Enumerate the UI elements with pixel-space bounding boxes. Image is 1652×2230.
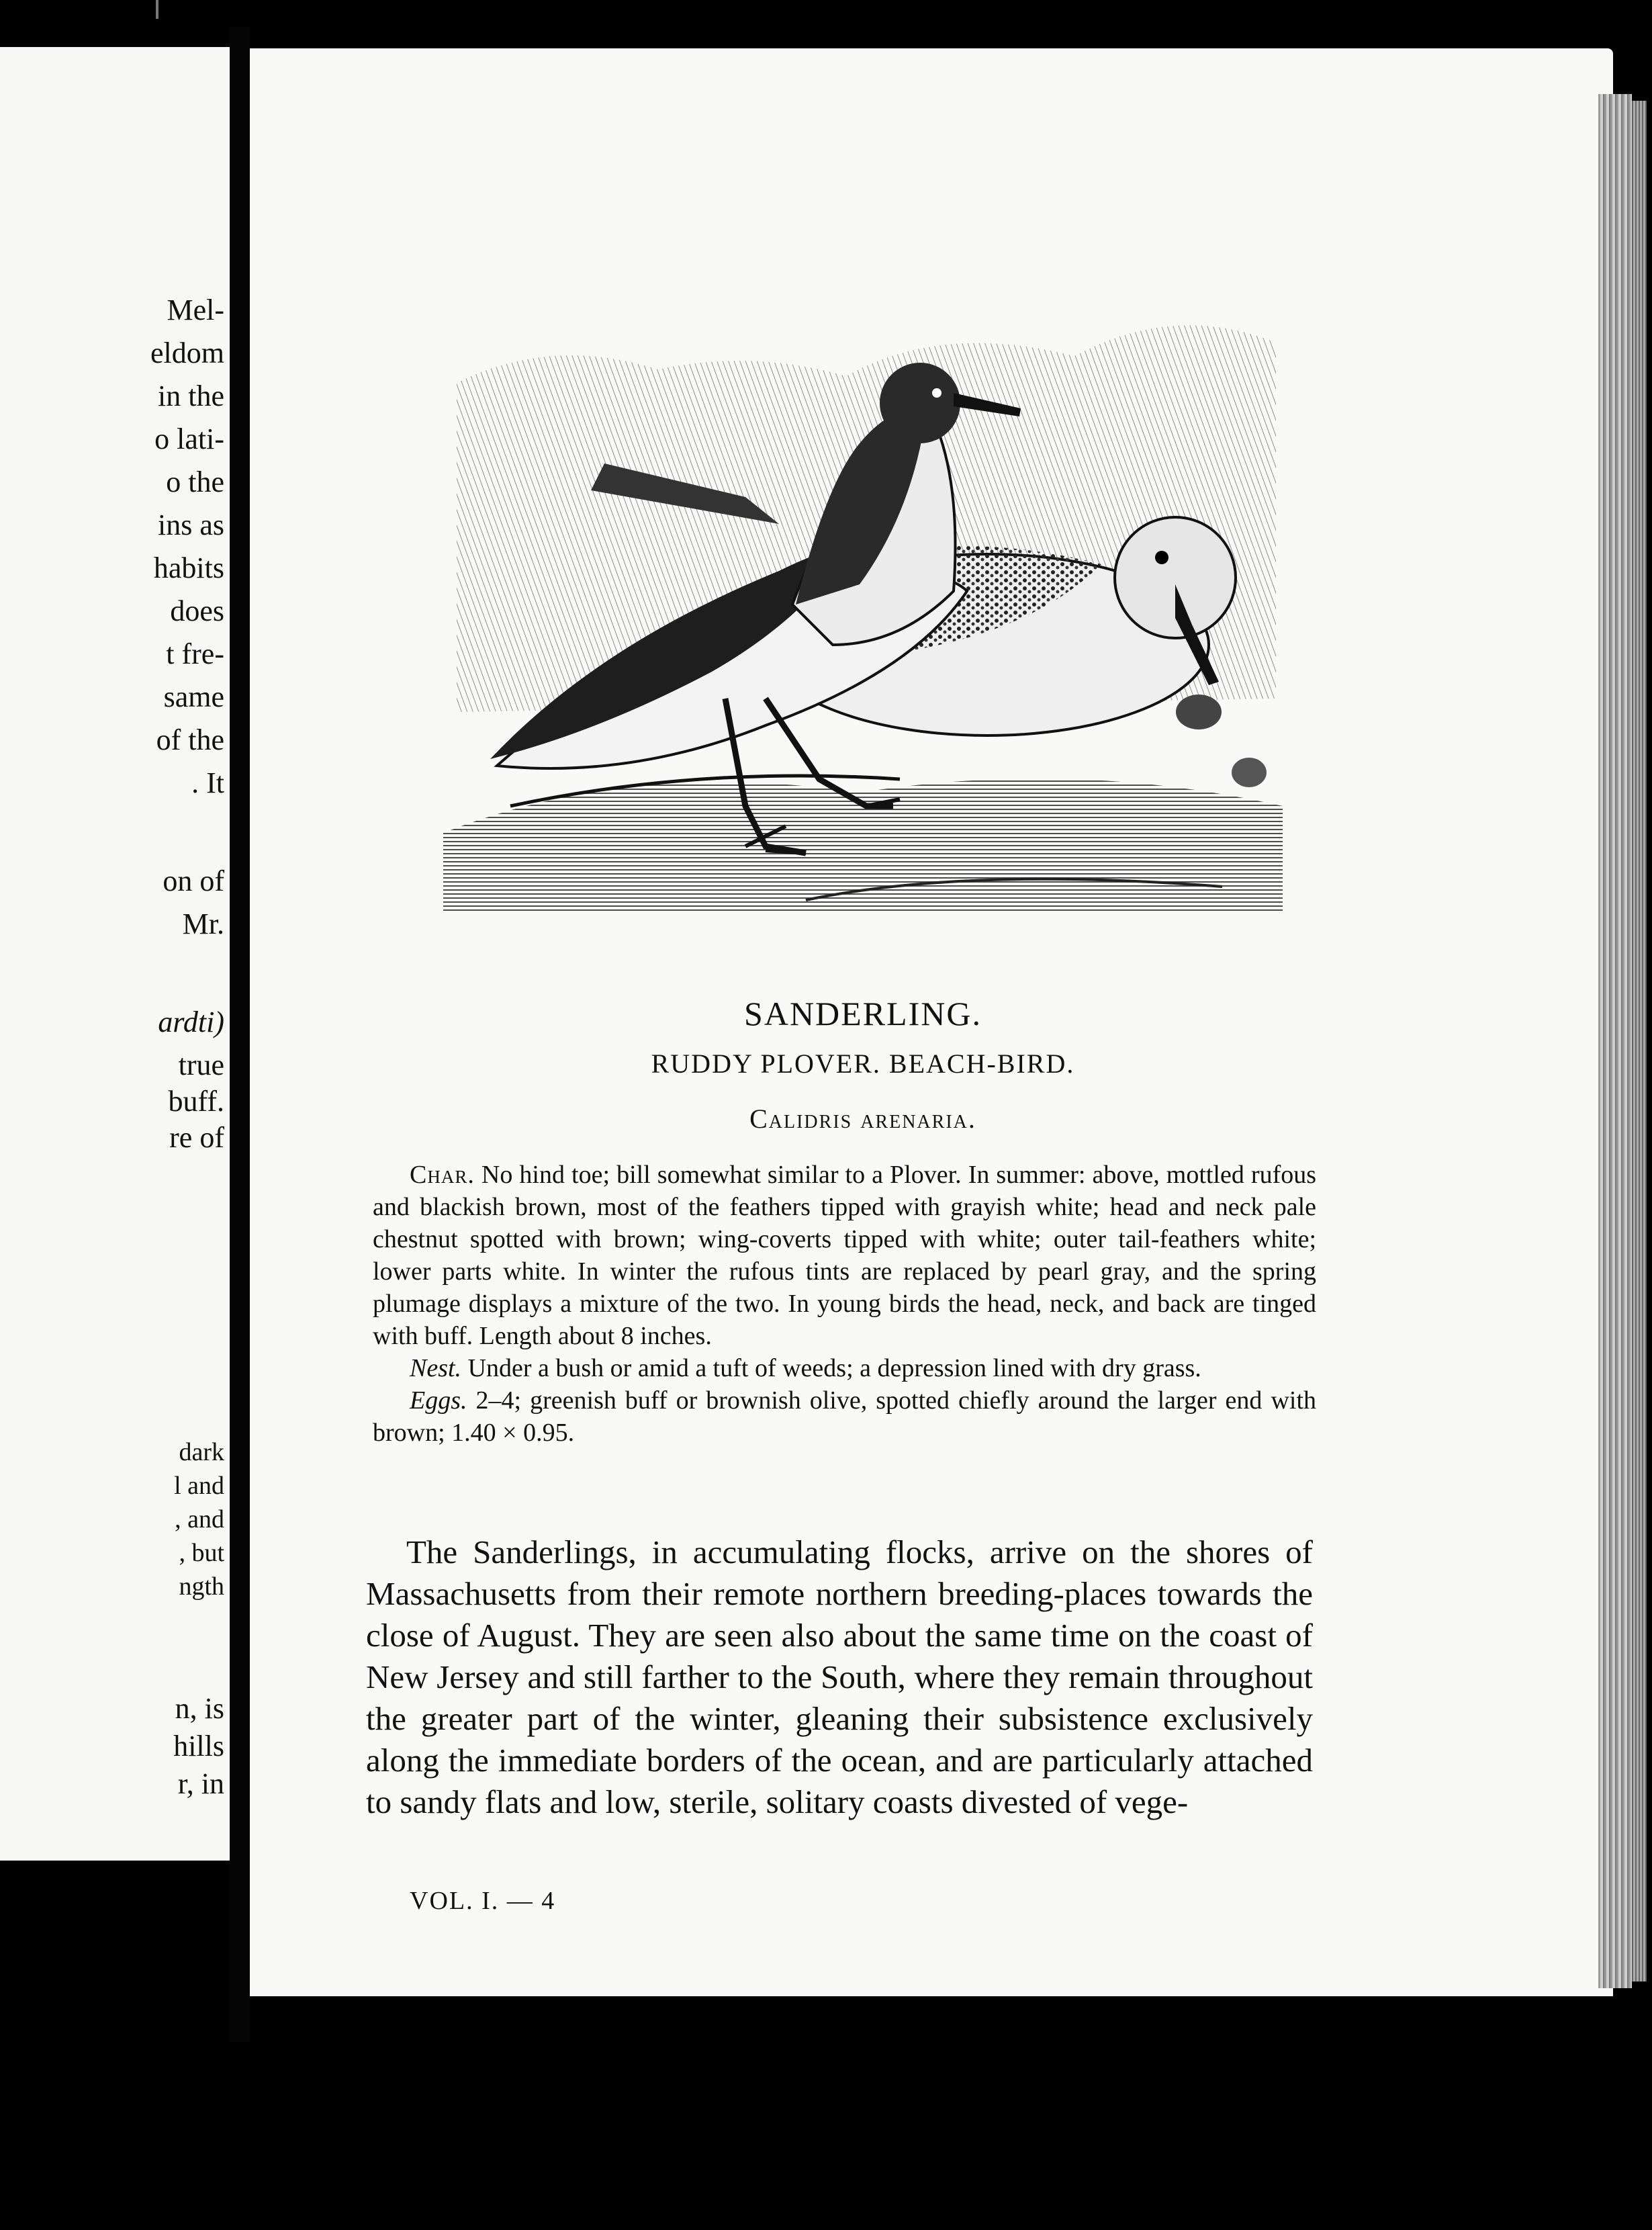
- left-page-line: habits: [153, 551, 224, 584]
- left-page-line: buff.: [168, 1085, 224, 1118]
- left-page-line: o the: [166, 465, 224, 498]
- body-text: [366, 1531, 1313, 1823]
- body-paragraph: The Sanderlings, in accumulating flocks, arrive on the shores of Massachusetts from their remote northern breeding-places towards the close of August. They are seen also about the same time on the coast of New Jersey and still farther to the South, where they remain throughout the greater part of the winter, gleaning their subsistence exclusively along the immediate borders of the ocean, and are particularly attached to sandy flats and low, sterile, solitary coasts divested of vege-: [366, 1533, 1313, 1820]
- volume-signature: VOL. I. — 4: [410, 1887, 556, 1915]
- left-page-line: t fre-: [166, 637, 224, 670]
- left-page-line: dark: [179, 1438, 224, 1466]
- eggs-label: Eggs.: [410, 1386, 467, 1415]
- left-page-line: in the: [158, 380, 224, 412]
- left-page-line: , and: [175, 1505, 224, 1533]
- nest-text: Under a bush or amid a tuft of weeds; a depression lined with dry grass.: [467, 1354, 1201, 1382]
- left-page-line: does: [170, 594, 224, 627]
- page-edges-outer: [1632, 101, 1647, 1981]
- char-paragraph: [373, 1159, 1316, 1352]
- book-gutter: [230, 27, 250, 2042]
- eggs-text: 2–4; greenish buff or brownish olive, spotted chiefly around the larger end with brown; 1.40 × 0.95.: [373, 1386, 1317, 1447]
- left-page: [0, 47, 234, 1861]
- char-label: Char.: [410, 1161, 475, 1189]
- left-page-line: r, in: [177, 1767, 224, 1800]
- left-page-line: . It: [191, 766, 224, 799]
- left-page-line: re of: [169, 1121, 224, 1154]
- article-title: SANDERLING.: [744, 995, 982, 1032]
- left-page-line: true: [178, 1049, 224, 1081]
- left-page-line: ardti): [158, 1006, 224, 1038]
- left-page-line: hills: [173, 1730, 224, 1763]
- left-page-line: Mel-: [167, 294, 224, 326]
- latin-name: Calidris arenaria.: [749, 1104, 976, 1134]
- article-subtitle: RUDDY PLOVER. BEACH-BIRD.: [651, 1049, 1075, 1079]
- left-page-line: , but: [179, 1539, 224, 1567]
- nest-label: Nest.: [410, 1354, 462, 1382]
- left-page-line: n, is: [175, 1692, 224, 1725]
- left-page-line: ngth: [179, 1572, 224, 1601]
- eggs-paragraph: [373, 1384, 1316, 1449]
- left-page-line: ins as: [158, 508, 224, 541]
- left-page-line: o lati-: [154, 422, 224, 455]
- left-page-line: same: [163, 680, 224, 713]
- left-page-line: l and: [174, 1472, 224, 1500]
- nest-paragraph: [373, 1352, 1316, 1384]
- left-page-line: Mr.: [182, 907, 224, 940]
- left-page-line: of the: [156, 723, 224, 756]
- sanderling-illustration: [430, 296, 1296, 913]
- left-page-line: eldom: [150, 337, 224, 369]
- scan-mark: [156, 0, 158, 19]
- char-text: No hind toe; bill somewhat similar to a Plover. In summer: above, mottled rufous and blackish brown, most of the feathers tipped with grayish white; head and neck pale chestnut spotted with brown; wing-coverts tipped with white; outer tail-feathers white; lower parts white. In winter the rufous tints are replaced by pearl gray, and the spring plumage displays a mixture of the two. In young birds the head, neck, and back are tinged with buff. Length about 8 inches.: [373, 1161, 1317, 1350]
- description-block: [373, 1159, 1316, 1449]
- left-page-line: on of: [163, 864, 224, 897]
- page-edges: [1598, 94, 1632, 1988]
